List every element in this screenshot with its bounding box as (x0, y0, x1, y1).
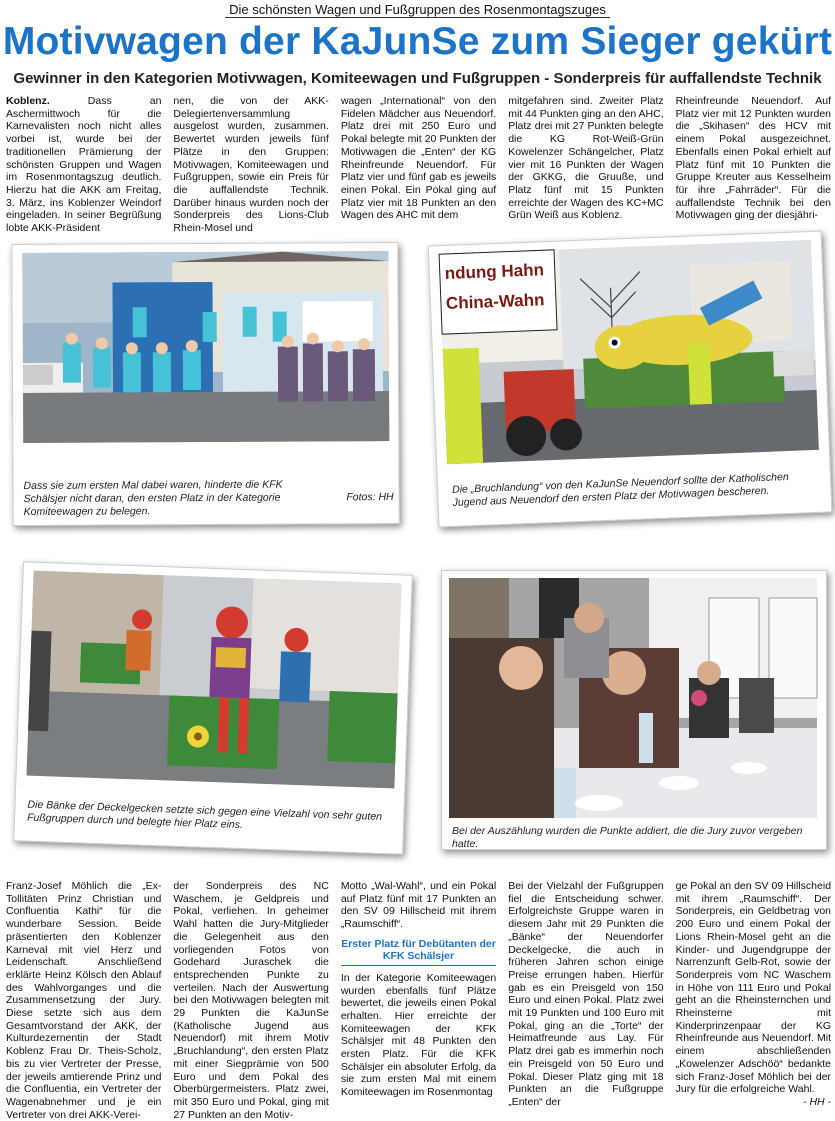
photo-credit: Fotos: HH (346, 491, 394, 504)
kicker-text: Die schönsten Wagen und Fußgruppen des Rosenmontagszuges (225, 2, 610, 18)
subheadline: Gewinner in den Kategorien Motivwagen, Komiteewagen und Fußgruppen - Sonderpreis für auffallendste Technik (13, 70, 822, 87)
top-column-5: Rheinfreunde Neuendorf. Auf Platz vier mit 12 Punkten wurden die „Skihasen“ des HCV mit einem Pokal ausgezeichnet. Ebenfalls einen Pokal erhielt auf Platz fünf mit 10 Punkten die Gruppe Kreuter aus Kesselheim für ihre „Fahrräder“. Für die auffallendste Technik bei den Motivwagen ging der diesjähri- (675, 95, 832, 222)
photo-jury (449, 578, 817, 818)
photo-caption-3: Die Bänke der Deckelgecken setzte sich gegen eine Vielzahl von sehr guten Fußgruppen durch und belegte hier Platz eins. (26, 798, 383, 832)
bottom-column-3-text: In der Kategorie Komiteewagen wurden ebenfalls fünf Plätze bewertet, die jeweils einen Pokal erhalten. Hier erreichte der Komiteewagen der KFK Schälsjer mit 48 Punkten den ersten Platz. Für die KFK Schälsjer ein absoluter Erfolg, da sie zum ersten Mal mit einem Komiteewagen im Rosenmontag (340, 971, 497, 1099)
photo-card-komiteewagen (11, 242, 399, 526)
top-column-1-text: Dass an Aschermittwoch für die Karnevalisten noch nicht alles vorbei ist, wurde bei der traditionellen Prämierung der schönsten Gruppen und Wagen im Rosenmontagszug deutlich. Hierzu hat die AKK am Freitag, 3. März, ins Koblenzer Weindorf eingeladen. In seiner Begrüßung lobte AKK-Präsident (6, 95, 162, 235)
photo-card-fussgruppe (13, 561, 413, 854)
bottom-column-5 (675, 880, 832, 1108)
section-heading: Erster Platz für Debütanten der KFK Schälsjer (341, 936, 496, 966)
bottom-column-3-intro: Motto „Wal-Wahl“, und ein Pokal auf Platz fünf mit 17 Punkten an den SV 09 Hillscheid mit ihrem „Raumschiff“. (340, 880, 497, 931)
top-text-columns (6, 95, 831, 235)
photo-fussgruppe (27, 571, 402, 789)
photo-card-jury (441, 570, 827, 850)
author-signature: - HH - (803, 1095, 832, 1108)
headline: Motivwagen der KaJunSe zum Sieger gekürt (2, 20, 833, 63)
bottom-column-4: Bei der Vielzahl der Fußgruppen fiel die Entscheidung schwer. Erfolgreichste Gruppe waren in diesem Jahr mit 29 Punkten die „Bänke“ der Neuendorfer Deckelgecke, die auch in früheren Jahren schon einige Preise errungen haben. Hierfür gab es ein Preisgeld von 150 Euro und einen Pokal. Platz zwei mit 19 Punkten und 100 Euro mit Pokal, ging an die „Torte“ der Heimatfreunde aus Lay. Für Platz drei gab es immerhin noch ein Preisgeld von 50 Euro und Pokal. Dieser Platz ging mit 18 Punkten an die Fußgruppe „Enten“ der (508, 880, 664, 1108)
photo-caption-4: Bei der Auszählung wurden die Punkte addiert, die die Jury zuvor vergeben hatte. (452, 825, 803, 850)
kicker (0, 2, 835, 17)
top-column-4: mitgefahren sind. Zweiter Platz mit 44 Punkten ging an den AHC, Platz drei mit 27 Punkten belegte die KG Rot-Weiß-Grün Kowelenzer Schängelcher, Platz vier mit 16 Punkten der Wagen der GKKG, die Gruuße, und Platz fünf mit 15 Punkten erreichte der Wagen des KC+MC Grün Weiß aus Koblenz. (508, 95, 664, 222)
bottom-column-2: der Sonderpreis des NC Waschem, je Geldpreis und Pokal, verliehen. In geheimer Wahl hatten die Jury-Mitglieder die Gelegenheit aus den vorliegenden Fotos von Godehard Juraschek die entsprechenden Punkte zu verteilen. Nach der Auswertung bei den Motivwagen belegten mit 29 Punkten die KaJunSe (Katholische Jugend aus Neuendorf) mit ihrem Motiv „Bruchlandung“, den ersten Platz mit einer Siegprämie von 500 Euro und dem Pokal des Oberbürgermeisters. Platz zwei, mit 350 Euro und Pokal, ging mit 27 Punkten an den Motiv- (173, 880, 329, 1121)
bottom-column-1: Franz-Josef Möhlich die „Ex-Tollitäten Prinz Christian und Confluentia Kathi“ für die wunderbare Session. Beide präsentierten den Koblenzer Karneval mit viel Herz und Leidenschaft. Anschließend erklärte Heinz Kölsch den Ablauf des Wahlvorganges und die Zusammensetzung der Jury. Diese setzte sich aus dem Gesamtvorstand der AKK, der Kulturdezernentin der Stadt Koblenz Frau Dr. Theis-Scholz, bis zu vier Vertreter der Presse, der jeweils amtierende Prinz und die Confluentia, ein Vertreter der Wagenabnehmer und je ein Vertreter von drei AKK-Verei- (6, 880, 162, 1121)
photo-caption-2: Die „Bruchlandung“ von den KaJunSe Neuendorf sollte der Katholischen Jugend aus Neuendorf den ersten Platz der Motivwagen bescheren. (451, 470, 789, 509)
bottom-text-columns (6, 880, 832, 1121)
sign-text-2: China-Wahn (445, 290, 545, 314)
photo-card-motivwagen (428, 231, 833, 528)
photo-komiteewagen (22, 251, 389, 443)
top-column-3: wagen „International“ von den Fidelen Mädcher aus Neuendorf. Platz drei mit 250 Euro und Pokal belegte mit 20 Punkten der Motivwagen die „Enten“ der KG Rheinfreunde Neuendorf. Für Platz vier und fünf gab es jeweils einen Pokal. Ein Pokal ging auf Platz vier mit 18 Punkten an den Wagen des AHC mit dem (340, 95, 497, 222)
bottom-column-3 (340, 880, 497, 1099)
dateline: Koblenz. (6, 95, 50, 107)
sign-text-1: ndung Hahn (444, 260, 545, 284)
top-column-2: nen, die von der AKK-Delegiertenversammlung ausgelost wurden, zusammen. Bewertet wurden jeweils fünf Plätze in den Gruppen: Motivwagen, Komiteewagen und Fußgruppen, sowie ein Preis für die auffallendste Technik. Darüber hinaus wurden noch der Sonderpreis des Lions-Club Rhein-Mosel und (173, 95, 329, 235)
bottom-column-5-text: ge Pokal an den SV 09 Hillscheid mit ihrem „Raumschiff“. Der Sonderpreis, ein Geldbetrag von 200 Euro und einem Pokal der Lions Rhein-Mosel geht an die Kinder- und Jugendgruppe der Narrenzunft Gelb-Rot, sowie der Sonderpreis vom NC Waschem in Höhe von 111 Euro und Pokal geht an die Rheinsternchen und Rheinsterne mit Kinderprinzenpaar der KG Rheinfreunde aus Neuendorf. Mit einem abschließenden „Kowelenzer Adschöö“ bedankte sich Franz-Josef Möhlich bei der Jury für die erfolgreiche Wahl. (675, 880, 832, 1096)
top-column-1 (6, 95, 161, 235)
photo-caption-1: Dass sie zum ersten Mal dabei waren, hinderte die KFK Schälsjer nicht daran, den ersten Platz in der Kategorie Komiteewagen zu belegen. (23, 478, 283, 518)
photo-motivwagen (439, 240, 819, 464)
